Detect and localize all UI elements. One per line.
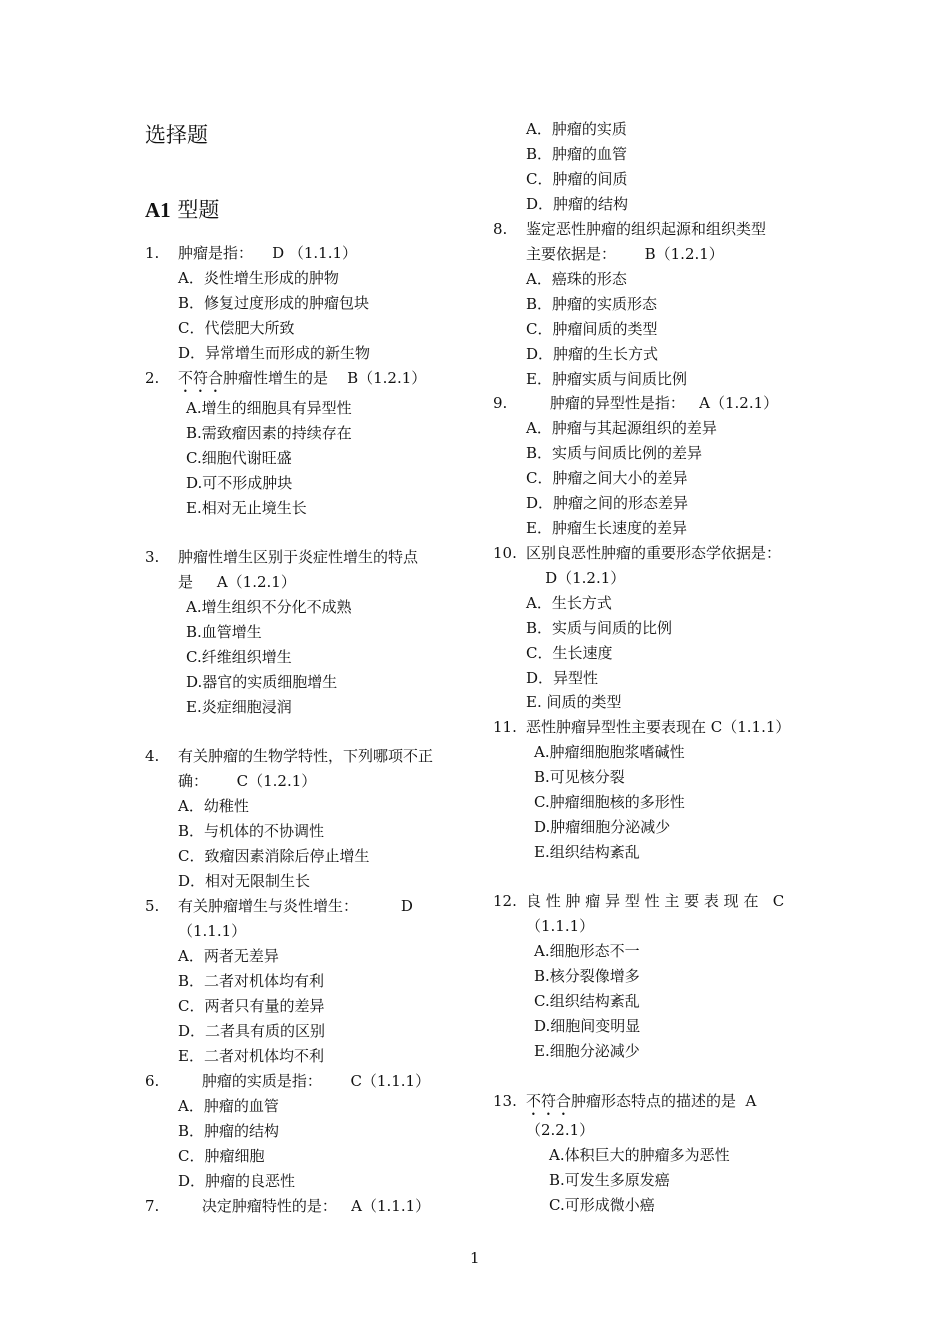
option: A.细胞形态不一 [534,942,640,960]
question-text: 区别良恶性肿瘤的重要形态学依据是： [526,544,782,562]
option: C.可形成微小癌 [549,1196,655,1214]
option: C.纤维组织增生 [186,648,292,666]
question-text: 恶性肿瘤异型性主要表现在 C（1.1.1） [526,718,791,736]
option: A．幼稚性 [178,797,249,815]
question-text: （2.2.1） [526,1121,595,1139]
question-number: 9. [493,394,508,412]
question-text: 不符合肿瘤性增生的是 B（1.2.1） [178,369,427,387]
option: B.核分裂像增多 [534,967,640,985]
option: B.血管增生 [186,623,262,641]
option: D．肿瘤的生长方式 [526,345,659,363]
option: A．生长方式 [526,594,612,612]
option: A．癌珠的形态 [526,270,627,288]
option: D．异常增生而形成的新生物 [178,344,371,362]
option: B．修复过度形成的肿瘤包块 [178,294,370,312]
option: B．肿瘤的结构 [178,1122,280,1140]
question-number: 12. [493,892,517,910]
option: C．肿瘤间质的类型 [526,320,658,338]
option: B．肿瘤的实质形态 [526,295,658,313]
question-number: 13. [493,1092,517,1110]
emphasis-text: 不符合 [178,369,224,387]
option: D．异型性 [526,669,599,687]
option: D.可不形成肿块 [186,474,293,492]
option: C．生长速度 [526,644,613,662]
option: E．肿瘤实质与间质比例 [526,370,687,388]
question-text: 不符合肿瘤形态特点的描述的是 A [526,1092,757,1110]
option: A.体积巨大的肿瘤多为恶性 [549,1146,730,1164]
option: C.肿瘤细胞核的多形性 [534,793,685,811]
section-heading: A1 型题 [145,198,220,222]
question-text: 决定肿瘤特性的是： A（1.1.1） [178,1197,431,1215]
question-text: 肿瘤的异型性是指： A（1.2.1） [526,394,779,412]
page-title: 选择题 [145,123,208,147]
option: D．二者具有质的区别 [178,1022,326,1040]
option: D．相对无限制生长 [178,872,311,890]
question-number: 2. [145,369,160,387]
option: B．二者对机体均有利 [178,972,325,990]
question-number: 10. [493,544,517,562]
option: C．肿瘤之间大小的差异 [526,469,688,487]
question-number: 8. [493,220,508,238]
question-text: （1.1.1） [178,922,247,940]
option: A．炎性增生形成的肿物 [178,269,339,287]
option: B.需致瘤因素的持续存在 [186,424,352,442]
question-text: 肿瘤性增生区别于炎症性增生的特点 [178,548,419,566]
emphasis-text: 不符合 [526,1092,572,1110]
option: A．肿瘤的血管 [178,1097,279,1115]
option: E．二者对机体均不利 [178,1047,324,1065]
question-text: 有关肿瘤增生与炎性增生： D [178,897,413,915]
option: A.肿瘤细胞胞浆嗜碱性 [534,743,685,761]
option: E．肿瘤生长速度的差异 [526,519,687,537]
question-text: 是 A（1.2.1） [178,573,296,591]
option: B．实质与间质的比例 [526,619,673,637]
option: D.细胞间变明显 [534,1017,641,1035]
option: C．致瘤因素消除后停止增生 [178,847,370,865]
option: A．两者无差异 [178,947,279,965]
question-text: 有关肿瘤的生物学特性，下列哪项不正 [178,747,434,765]
question-number: 11. [493,718,517,736]
question-text: 良 性 肿 瘤 异 型 性 主 要 表 现 在 C [526,892,785,910]
question-number: 1. [145,244,160,262]
option: C．代偿肥大所致 [178,319,295,337]
option: A．肿瘤与其起源组织的差异 [526,419,717,437]
option: E.细胞分泌减少 [534,1042,640,1060]
question-number: 4. [145,747,160,765]
question-text: 肿瘤是指： D （1.1.1） [178,244,358,262]
option: C.组织结构紊乱 [534,992,640,1010]
option: A.增生组织不分化不成熟 [186,598,352,616]
question-text: 确： C（1.2.1） [178,772,317,790]
question-number: 3. [145,548,160,566]
page-number: 1 [470,1249,480,1267]
question-text: 主要依据是： B（1.2.1） [526,245,724,263]
option: E.炎症细胞浸润 [186,698,292,716]
option: B.可发生多原发癌 [549,1171,670,1189]
option: D.器官的实质细胞增生 [186,673,338,691]
option: C．肿瘤细胞 [178,1147,265,1165]
option: B．肿瘤的血管 [526,145,628,163]
question-number: 5. [145,897,160,915]
question-text: D（1.2.1） [526,569,626,587]
option: D．肿瘤之间的形态差异 [526,494,689,512]
option: D.肿瘤细胞分泌减少 [534,818,671,836]
option: E.组织结构紊乱 [534,843,640,861]
option: B．实质与间质比例的差异 [526,444,703,462]
option: C．两者只有量的差异 [178,997,325,1015]
option: D．肿瘤的结构 [526,195,629,213]
option: B.可见核分裂 [534,768,625,786]
option: D．肿瘤的良恶性 [178,1172,296,1190]
option: C．肿瘤的间质 [526,170,628,188]
option: A．肿瘤的实质 [526,120,627,138]
option: E. 间质的类型 [526,693,622,711]
option: B．与机体的不协调性 [178,822,325,840]
question-number: 7. [145,1197,160,1215]
question-text: 鉴定恶性肿瘤的组织起源和组织类型 [526,220,767,238]
question-number: 6. [145,1072,160,1090]
option: C.细胞代谢旺盛 [186,449,292,467]
option: A.增生的细胞具有异型性 [186,399,352,417]
option: E.相对无止境生长 [186,499,307,517]
question-text: 肿瘤的实质是指： C（1.1.1） [178,1072,431,1090]
question-text: （1.1.1） [526,917,595,935]
